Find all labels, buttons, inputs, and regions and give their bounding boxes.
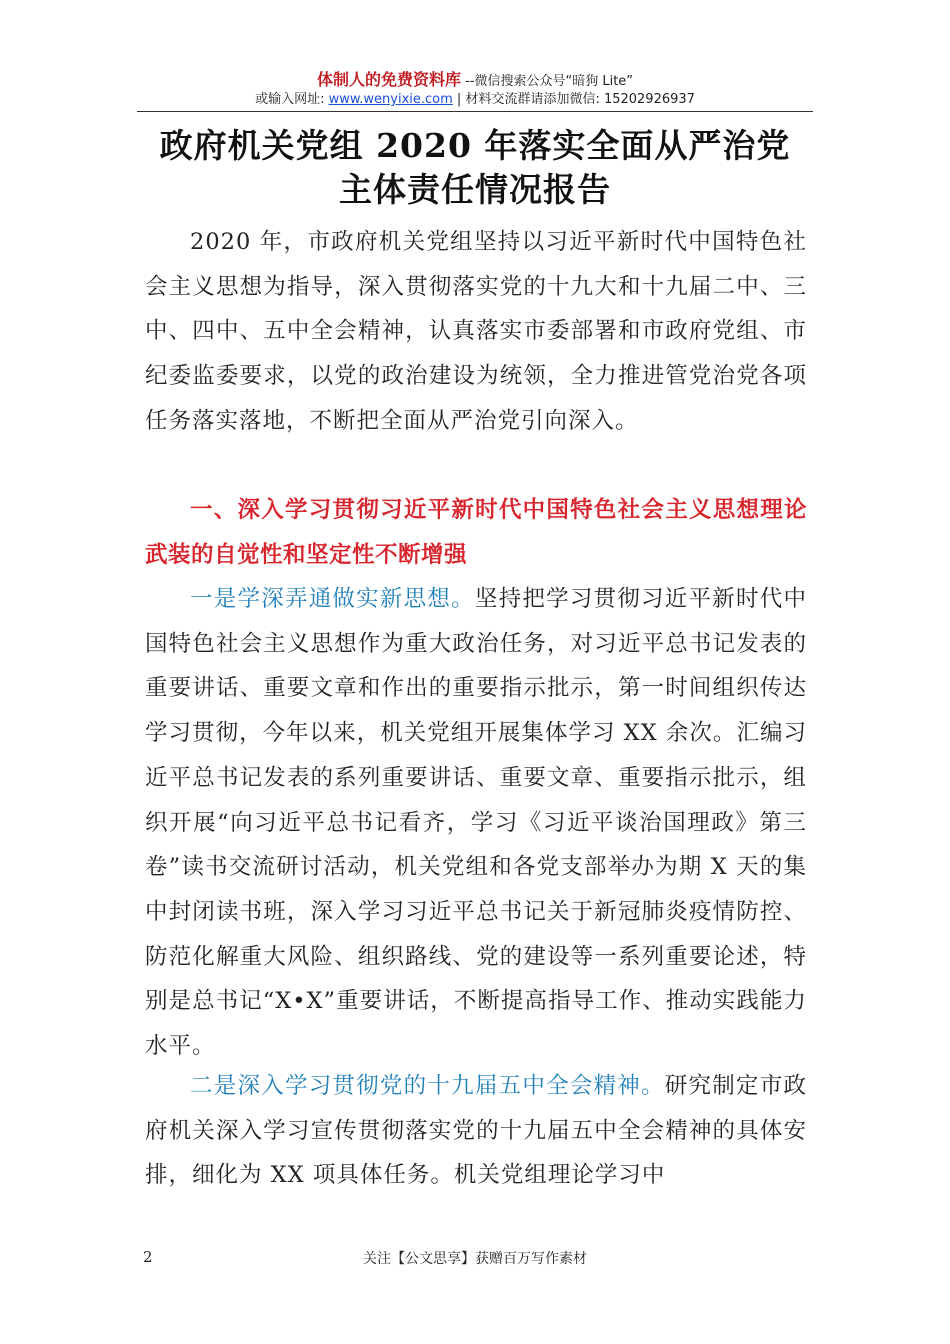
- header-brand: 体制人的免费资料库: [316, 70, 461, 89]
- page-number: 2: [143, 1248, 153, 1266]
- header-url-prefix: 或输入网址:: [255, 92, 329, 107]
- document-title: [137, 124, 813, 212]
- title-line-2: 主体责任情况报告: [339, 170, 611, 209]
- paragraph-point-2: [145, 1064, 807, 1198]
- header-contact-suffix: | 材料交流群请添加微信: 15202926937: [452, 92, 695, 107]
- point-2-body: 研究制定市政府机关深入学习宣传贯彻落实党的十九届五中全会精神的具体安排，细化为 XX 项具体任务。机关党组理论学习中: [145, 1073, 807, 1189]
- header-url-link[interactable]: www.wenyixie.com: [328, 92, 453, 107]
- header-contact: [0, 91, 950, 109]
- header-banner: [0, 70, 950, 92]
- header-divider: [137, 111, 813, 112]
- intro-paragraph: 2020 年，市政府机关党组坚持以习近平新时代中国特色社会主义思想为指导，深入贯彻落实党的十九大和十九届二中、三中、四中、五中全会精神，认真落实市委部署和市政府党组、市纪委监委要求，以党的政治建设为统领，全力推进管党治党各项任务落实落地，不断把全面从严治党引向深入。: [145, 229, 807, 434]
- header-tip: --微信搜索公众号“暗狗 Lite”: [460, 74, 634, 89]
- point-2-lead: 二是深入学习贯彻党的十九届五中全会精神。: [190, 1073, 665, 1099]
- title-line-1: 政府机关党组 2020 年落实全面从严治党: [159, 126, 791, 165]
- point-1-body: 坚持把学习贯彻习近平新时代中国特色社会主义思想作为重大政治任务，对习近平总书记发表的重要讲话、重要文章和作出的重要指示批示，第一时间组织传达学习贯彻，今年以来，机关党组开展集体学习 XX 余次。汇编习近平总书记发表的系列重要讲话、重要文章、重要指示批示，组织开展“向习近平总书记看齐，学习《习近平谈治国理政》第三卷”读书交流研讨活动，机关党组和各党支部举办为期 X 天的集中封闭读书班，深入学习习近平总书记关于新冠肺炎疫情防控、防范化解重大风险、组织路线、党的建设等一系列重要论述，特别是总书记“X•X”重要讲话，不断提高指导工作、推动实践能力水平。: [145, 586, 807, 1060]
- point-1-lead: 一是学深弄通做实新思想。: [190, 586, 475, 612]
- section-heading-1: 一、深入学习贯彻习近平新时代中国特色社会主义思想理论武装的自觉性和坚定性不断增强: [145, 497, 807, 568]
- paragraph-point-1: [145, 577, 807, 1069]
- footer-promo: 关注【公文思享】获赠百万写作素材: [363, 1251, 587, 1267]
